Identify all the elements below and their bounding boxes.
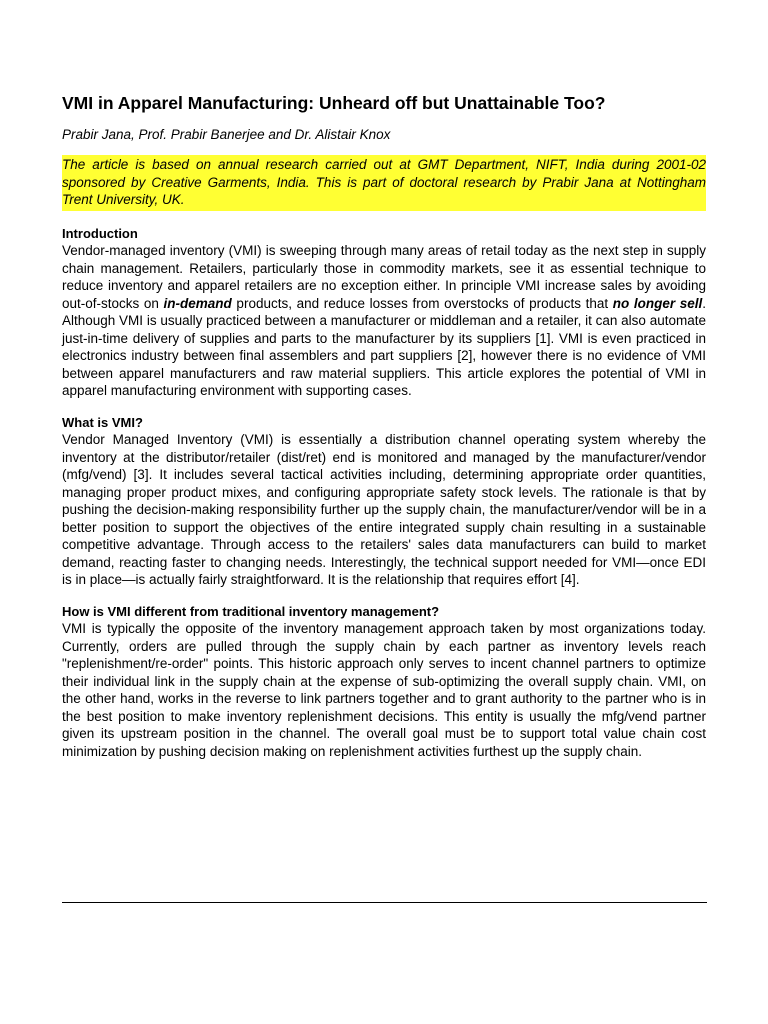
intro-text-3: . Although VMI is usually practiced between a manufacturer or middleman and a retailer, it can also automate just-in-time delivery of supplies and parts to the manufacturer by its suppliers [1]. VMI is even practiced in electronics industry between final assemblers and part suppliers [2], however there is no evidence of VMI between apparel manufacturers and raw material suppliers. This article explores the potential of VMI in apparel manufacturing environment with supporting cases. [62, 295, 707, 398]
document-body [62, 92, 706, 760]
section-introduction [62, 225, 706, 400]
highlighted-note: The article is based on annual research carried out at GMT Department, NIFT, India during 2001-02 sponsored by Creative Garments, India. This is part of doctoral research by Prabir Jana at Nottingham Trent University, UK. [62, 155, 706, 211]
section-heading-introduction: Introduction [62, 225, 138, 241]
what-is-vmi-paragraph: Vendor Managed Inventory (VMI) is essentially a distribution channel operating system whereby the inventory at the distributor/retailer (dist/ret) end is monitored and managed by the manufacturer/vendor (mfg/vend) [3]. It includes several tactical activities including, determining appropriate order quantities, managing proper product mixes, and configuring appropriate safety stock levels. The rationale is that by pushing the decision-making responsibility further up the supply chain, the manufacturer/vendor will be in a better position to support the objectives of the entire integrated supply chain resulting in a sustainable competitive advantage. Through access to the retailers' sales data manufacturers can build to market demand, reacting faster to changing needs. Interestingly, the technical support needed for VMI—once EDI is in place—is actually fairly straightforward. It is the relationship that requires effort [4]. [62, 432, 706, 587]
section-heading-vmi-difference: How is VMI different from traditional inventory management? [62, 603, 440, 619]
footnote-divider [62, 902, 707, 903]
page-title: VMI in Apparel Manufacturing: Unheard off but Unattainable Too? [62, 93, 606, 113]
emphasis-in-demand: in-demand [163, 295, 232, 311]
section-vmi-difference [62, 603, 706, 761]
emphasis-no-longer-sell: no longer sell [612, 295, 703, 311]
introduction-paragraph [62, 242, 706, 400]
vmi-difference-paragraph: VMI is typically the opposite of the inventory management approach taken by most organizations today. Currently, orders are pulled through the supply chain by each partner as inventory levels reach "replenishment/re-order" points. This historic approach only serves to incent channel partners to optimize their individual link in the supply chain at the expense of sub-optimizing the overall supply chain. VMI, on the other hand, works in the reverse to link partners together and to grant authority to the partner who is in the best position to make inventory replenishment decisions. This entity is usually the mfg/vend partner given its upstream position in the channel. The overall goal must be to support total value chain cost minimization by pushing decision making on replenishment activities furthest up the supply chain. [62, 621, 706, 759]
section-heading-what-is-vmi: What is VMI? [62, 414, 143, 430]
section-what-is-vmi [62, 414, 706, 589]
intro-text-2: products, and reduce losses from overstocks of products that [231, 295, 613, 311]
authors-line: Prabir Jana, Prof. Prabir Banerjee and Dr. Alistair Knox [62, 127, 391, 142]
intro-text-1: Vendor-managed inventory (VMI) is sweeping through many areas of retail today as the next step in supply chain management. Retailers, particularly those in commodity markets, see it as essential technique to reduce inventory and apparel retailers are no exception either. In principle VMI increase sales by avoiding out-of-stocks on [62, 243, 706, 311]
